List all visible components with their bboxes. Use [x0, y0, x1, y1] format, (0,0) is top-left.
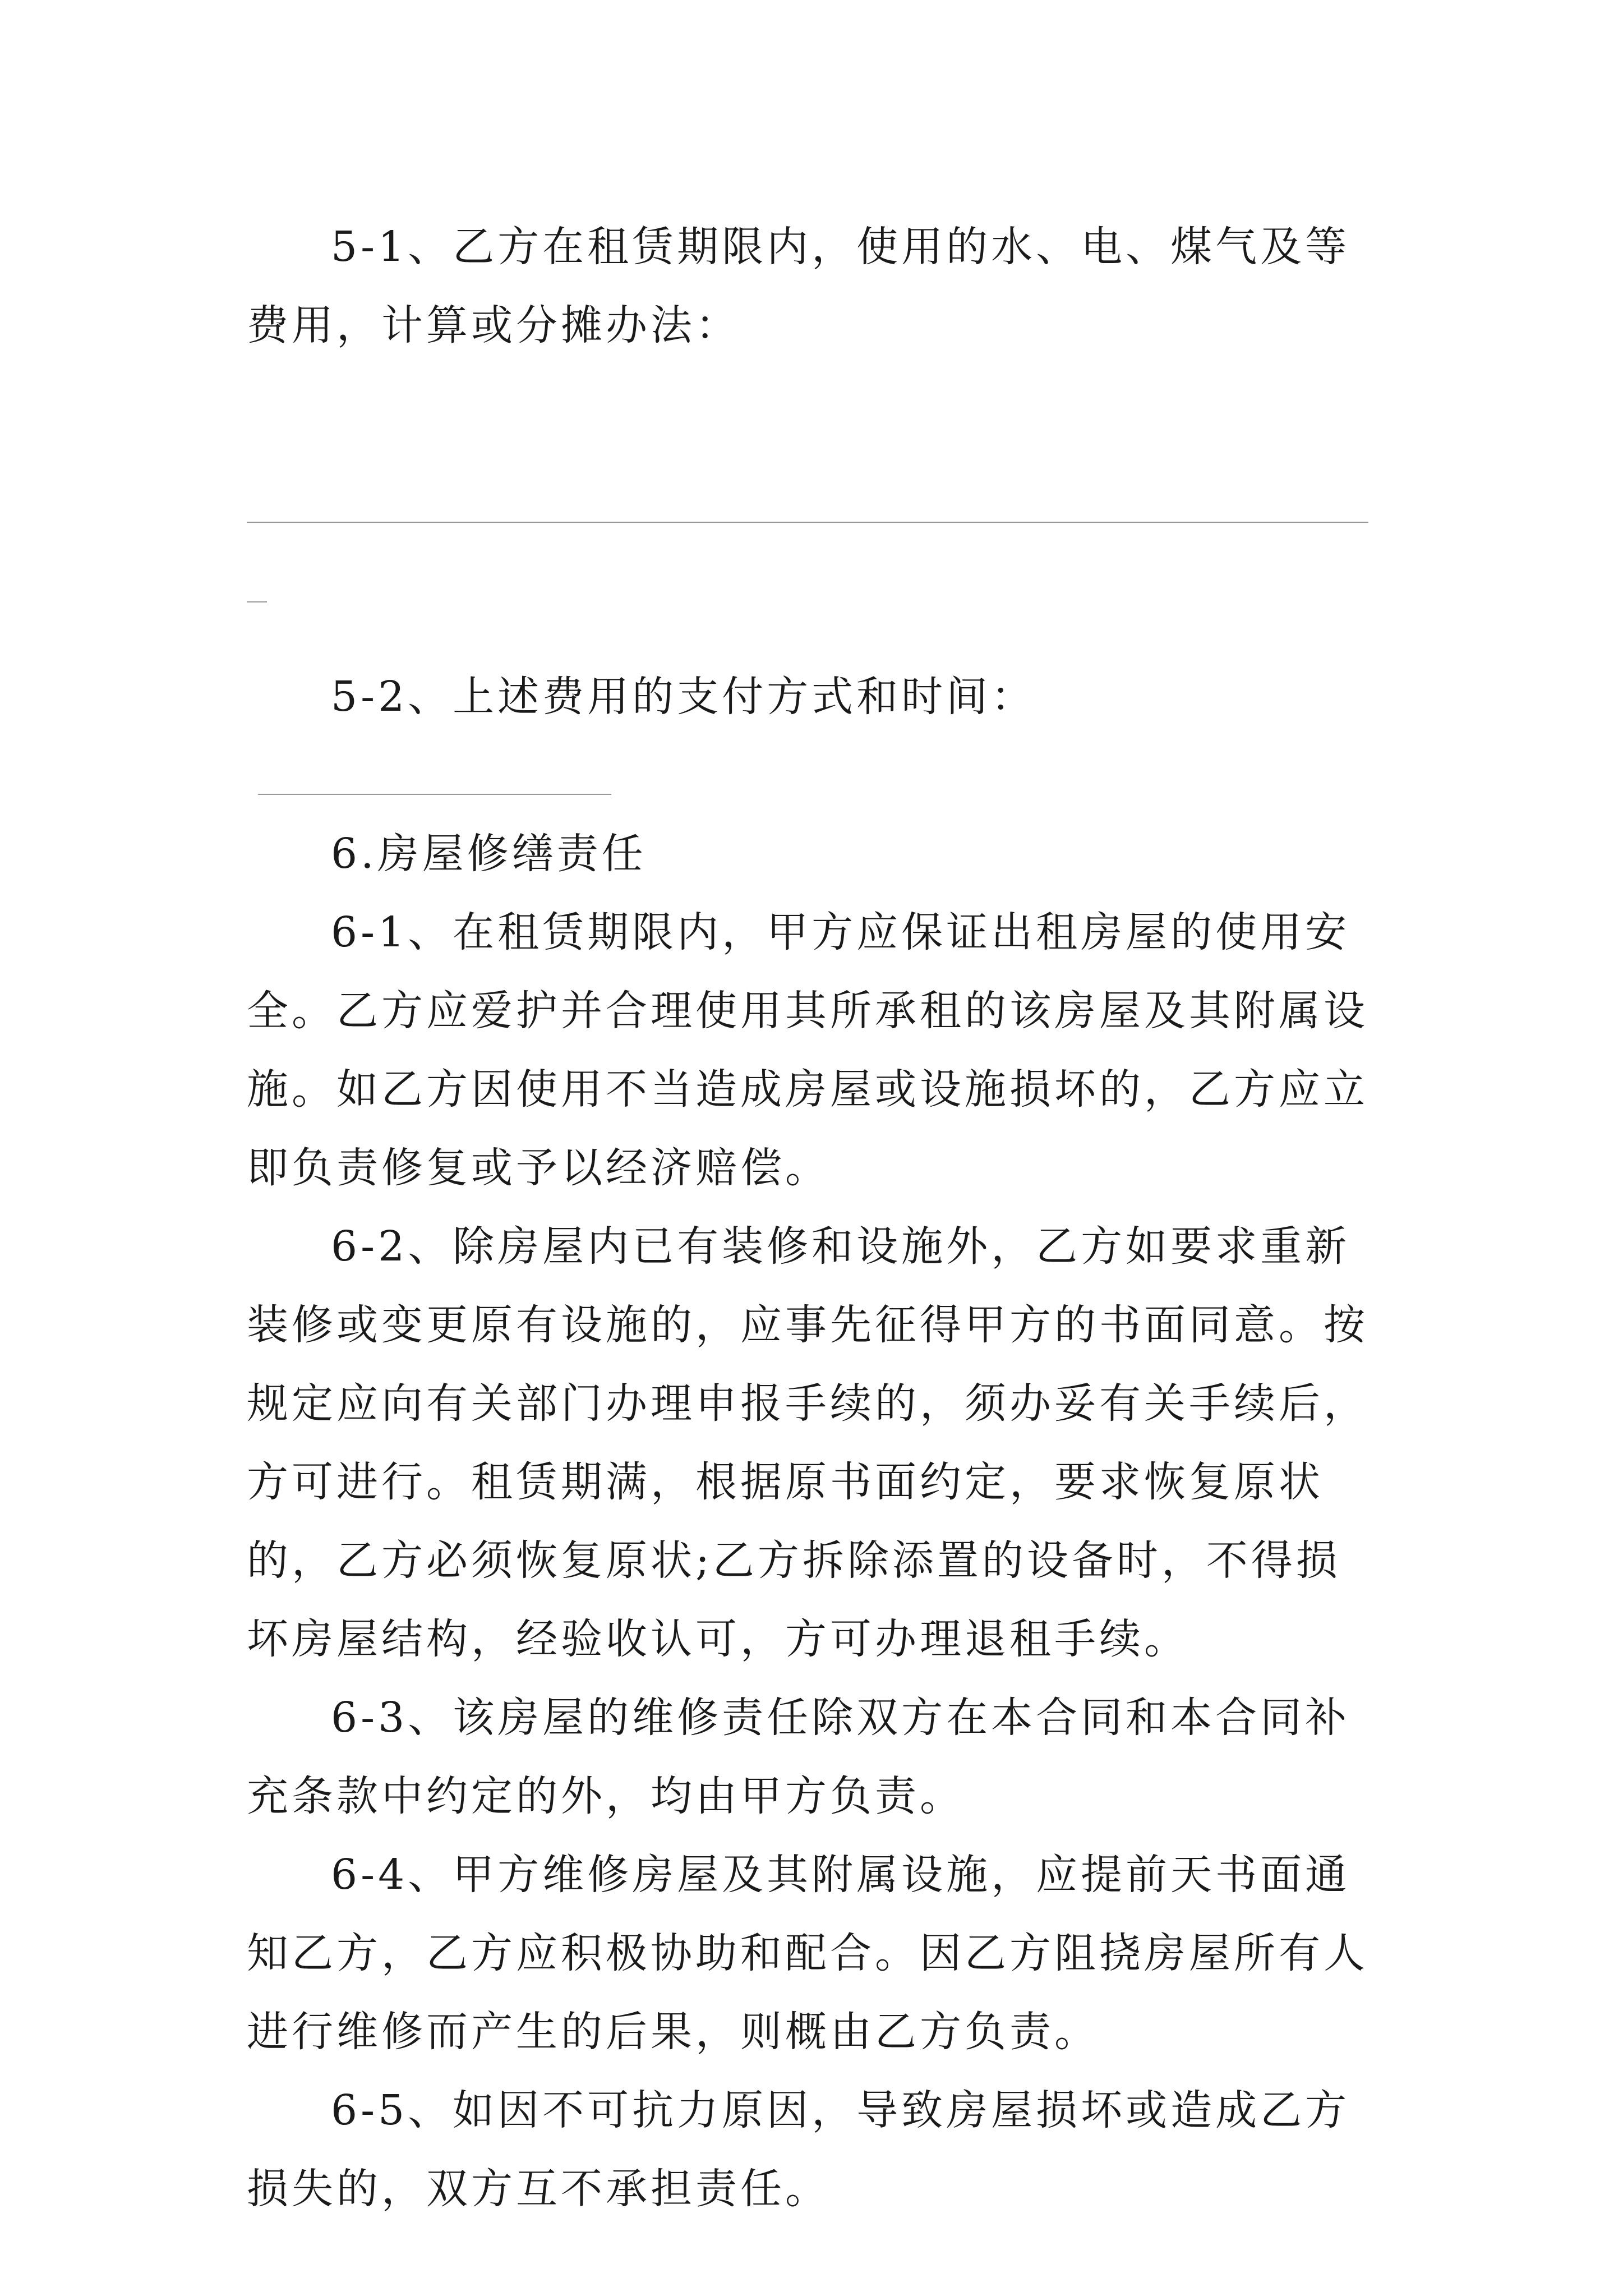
spacer: [247, 602, 1385, 657]
clause-6-4: 6-4、甲方维修房屋及其附属设施，应提前天书面通知乙方，乙方应积极协助和配合。因乙方阻挠房屋所有人进行维修而产生的后果，则概由乙方负责。: [247, 1851, 1368, 2056]
document-body: [247, 208, 1385, 2228]
clause-5-1: 5-1、乙方在租赁期限内，使用的水、电、煤气及等费用，计算或分摊办法：: [247, 223, 1350, 349]
clause-5-2-text: 5-2、上述费用的支付方式和时间：: [331, 673, 1036, 721]
clause-6-3: 6-3、该房屋的维修责任除双方在本合同和本合同补充条款中约定的外，均由甲方负责。: [247, 1694, 1350, 1820]
payment-blank-line: [258, 794, 611, 795]
clause-6-2: 6-2、除房屋内已有装修和设施外，乙方如要求重新装修或变更原有设施的，应事先征得甲方的书面同意。按规定应向有关部门办理申报手续的，须办妥有关手续后，方可进行。租赁期满，根据原书面约定，要求恢复原状的，乙方必须恢复原状;乙方拆除添置的设备时，不得损坏房屋结构，经验收认可，方可办理退租手续。: [247, 1222, 1368, 1663]
clause-5-2: [247, 657, 1385, 815]
clause-6-1: 6-1、在租赁期限内，甲方应保证出租房屋的使用安全。乙方应爱护并合理使用其所承租的该房屋及其附属设施。如乙方因使用不当造成房屋或设施损坏的，乙方应立即负责修复或予以经济赔偿。: [247, 908, 1368, 1192]
fill-in-blank-line: [247, 522, 1368, 523]
section-6-heading: 6.房屋修缮责任: [331, 830, 647, 878]
clause-6-5: 6-5、如因不可抗力原因，导致房屋损坏或造成乙方损失的，双方互不承担责任。: [247, 2086, 1350, 2213]
